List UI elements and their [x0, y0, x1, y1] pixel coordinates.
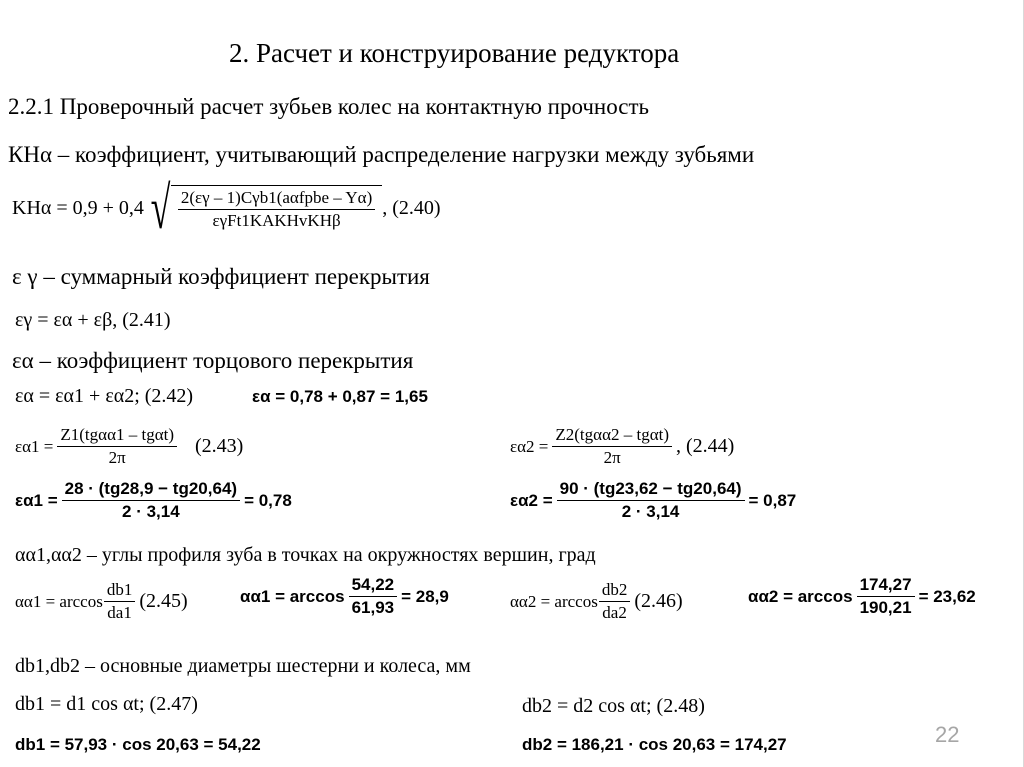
calc-2-44-numerator: 90 · (tg23,62 − tg20,64): [557, 479, 745, 501]
section-subtitle: 2.2.1 Проверочный расчет зубьев колес на контактную прочность: [8, 94, 650, 119]
formula-2-44: [510, 425, 734, 468]
def-db: db1,db2 – основные диаметры шестерни и колеса, мм: [15, 655, 471, 677]
formula-2-41: [15, 309, 171, 332]
formula-2-40-lhs: KHα = 0,9 + 0,4: [12, 196, 144, 219]
formula-2-43-tag: (2.43): [195, 435, 244, 457]
formula-2-42-expr: εα = εα1 + εα2: [15, 385, 135, 407]
calc-2-46: [748, 575, 976, 618]
calc-2-45-rhs: = 28,9: [401, 586, 449, 606]
formula-2-45-tag: (2.45): [139, 590, 188, 612]
formula-2-40: [12, 175, 441, 241]
def-alpha-a: αα1,αα2 – углы профиля зуба в точках на окружностях вершин, град: [15, 544, 596, 566]
formula-2-42-tag: ; (2.42): [134, 385, 194, 407]
formula-2-43-numerator: Z1(tgαα1 – tgαt): [57, 425, 177, 447]
sqrt-sign: √ $\frac{\text{2(εγ – 1)Cγb1(aαfpbe – Yα)}}{\text{εγFt1KAKHvKHβ}}$: [144, 178, 382, 238]
def-eps-alpha: εα – коэффициент торцового перекрытия: [12, 348, 414, 373]
formula-2-46: [510, 580, 683, 623]
calc-2-44-rhs: = 0,87: [748, 490, 797, 510]
formula-2-43: [15, 425, 243, 468]
formula-2-42: [15, 385, 193, 408]
formula-2-40-tag: , (2.40): [382, 196, 441, 219]
calc-2-43-denominator: 2 · 3,14: [122, 502, 180, 521]
formula-2-47: [15, 693, 198, 716]
calc-2-44: [510, 479, 796, 522]
calc-2-45-numerator: 54,22: [349, 575, 398, 597]
calc-2-47: db1 = 57,93 · cos 20,63 = 54,22: [15, 735, 261, 754]
formula-2-46-tag: (2.46): [634, 590, 683, 612]
calc-2-44-denominator: 2 · 3,14: [621, 502, 680, 521]
page-number: 22: [935, 722, 960, 747]
formula-2-47-tag: ; (2.47): [138, 693, 198, 715]
formula-2-48: [522, 695, 705, 718]
def-eps-gamma: ε γ – суммарный коэффициент перекрытия: [12, 264, 430, 289]
formula-2-41-tag: , (2.41): [112, 309, 171, 331]
calc-2-43: [15, 479, 292, 522]
formula-2-45-numerator: db1: [104, 580, 136, 602]
calc-2-46-denominator: 190,21: [859, 598, 912, 617]
formula-2-46-numerator: db2: [599, 580, 631, 602]
formula-2-43-denominator: 2π: [108, 448, 126, 467]
calc-2-45-lhs: αα1 = arccos: [240, 586, 345, 606]
calc-2-45: [240, 575, 449, 618]
formula-2-45-lhs: αα1 = arccos: [15, 591, 103, 611]
formula-2-47-expr: db1 = d1 cos αt: [15, 693, 139, 715]
formula-2-44-denominator: 2π: [603, 448, 621, 467]
calc-2-43-lhs: εα1 =: [15, 490, 58, 510]
formula-2-40-denominator: εγFt1KAKHvKHβ: [212, 211, 341, 230]
slide-title: 2. Расчет и конструирование редуктора: [229, 38, 680, 68]
formula-2-48-expr: db2 = d2 cos αt: [522, 695, 646, 717]
def-k-h-alpha: КHα – коэффициент, учитывающий распределение нагрузки между зубьями: [8, 142, 755, 167]
formula-2-45-denominator: da1: [107, 603, 132, 622]
calc-2-42: εα = 0,78 + 0,87 = 1,65: [252, 387, 428, 406]
calc-2-46-rhs: = 23,62: [918, 586, 976, 606]
formula-2-44-lhs: εα2 =: [510, 436, 549, 456]
calc-2-46-numerator: 174,27: [857, 575, 915, 597]
calc-2-43-numerator: 28 · (tg28,9 − tg20,64): [62, 479, 240, 501]
calc-2-43-rhs: = 0,78: [244, 490, 292, 510]
formula-2-46-lhs: αα2 = arccos: [510, 591, 598, 611]
calc-2-48: db2 = 186,21 · cos 20,63 = 174,27: [522, 735, 787, 754]
formula-2-45: [15, 580, 188, 623]
calc-2-46-lhs: αα2 = arccos: [748, 586, 853, 606]
formula-2-44-tag: , (2.44): [676, 435, 735, 457]
formula-2-46-denominator: da2: [602, 603, 627, 622]
formula-2-41-expr: εγ = εα + εβ: [15, 309, 113, 331]
formula-2-44-numerator: Z2(tgαα2 – tgαt): [552, 425, 672, 447]
calc-2-45-denominator: 61,93: [351, 598, 395, 617]
calc-2-44-lhs: εα2 =: [510, 490, 553, 510]
formula-2-43-lhs: εα1 =: [15, 436, 54, 456]
formula-2-48-tag: ; (2.48): [645, 695, 705, 717]
formula-2-40-numerator: 2(εγ – 1)Cγb1(aαfpbe – Yα): [178, 188, 375, 210]
